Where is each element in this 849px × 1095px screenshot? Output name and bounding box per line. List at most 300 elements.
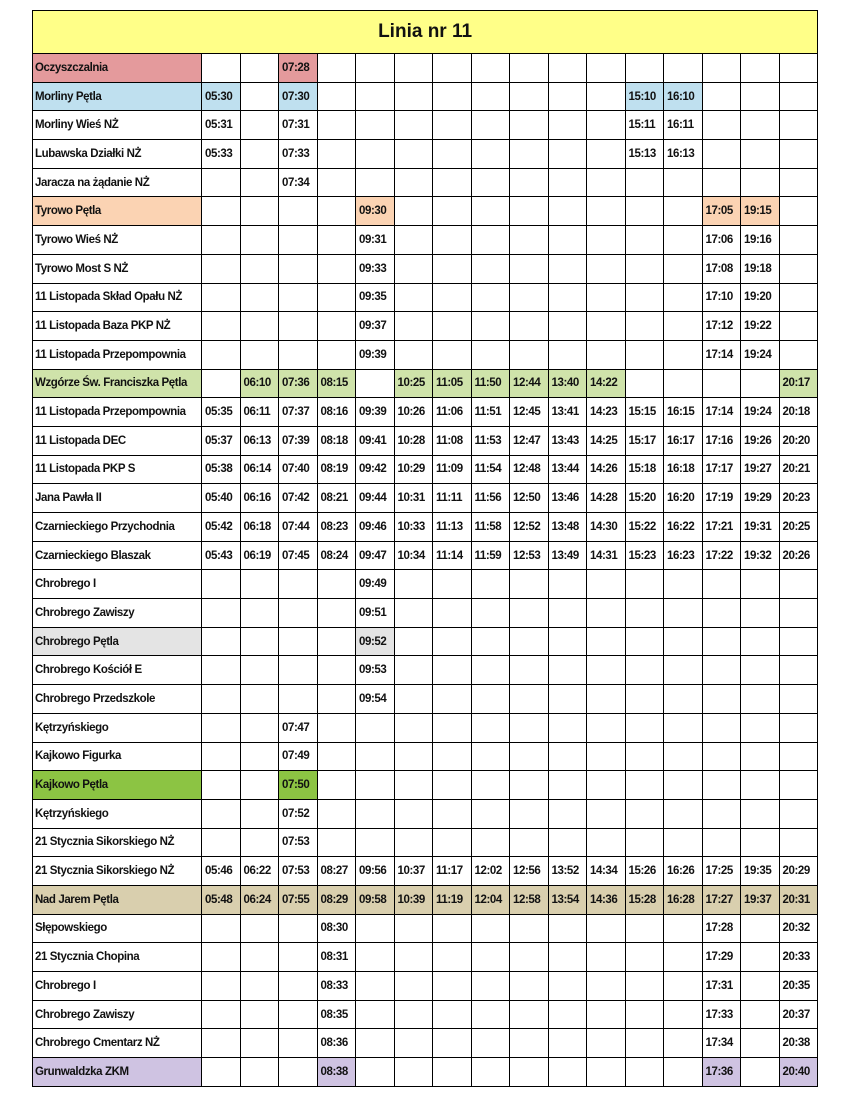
departure-time: 19:32 — [741, 541, 780, 570]
stop-name: 11 Listopada Przepompownia — [33, 340, 202, 369]
departure-time — [625, 312, 664, 341]
departure-time: 06:19 — [240, 541, 279, 570]
departure-time: 09:33 — [356, 254, 395, 283]
departure-time: 16:23 — [664, 541, 703, 570]
departure-time: 08:24 — [317, 541, 356, 570]
departure-time — [202, 369, 241, 398]
stop-name: 11 Listopada Przepompownia — [33, 398, 202, 427]
departure-time — [702, 168, 741, 197]
departure-time: 10:28 — [394, 426, 433, 455]
departure-time — [741, 713, 780, 742]
departure-time: 12:48 — [510, 455, 549, 484]
departure-time — [433, 1000, 472, 1029]
departure-time — [548, 82, 587, 111]
departure-time: 11:17 — [433, 857, 472, 886]
departure-time — [702, 656, 741, 685]
departure-time — [664, 627, 703, 656]
departure-time: 17:12 — [702, 312, 741, 341]
departure-time — [240, 340, 279, 369]
departure-time — [433, 742, 472, 771]
departure-time: 12:50 — [510, 484, 549, 513]
departure-time: 09:41 — [356, 426, 395, 455]
departure-time — [548, 599, 587, 628]
departure-time — [741, 685, 780, 714]
departure-time: 13:43 — [548, 426, 587, 455]
timetable — [32, 10, 818, 1087]
table-row — [33, 599, 818, 628]
departure-time — [240, 254, 279, 283]
departure-time — [317, 82, 356, 111]
departure-time — [702, 685, 741, 714]
departure-time — [433, 627, 472, 656]
departure-time — [471, 742, 510, 771]
departure-time: 08:16 — [317, 398, 356, 427]
departure-time — [779, 226, 818, 255]
departure-time — [741, 82, 780, 111]
table-row — [33, 1058, 818, 1087]
departure-time — [741, 799, 780, 828]
stop-name: Jana Pawła II — [33, 484, 202, 513]
departure-time: 07:55 — [279, 885, 318, 914]
departure-time — [317, 254, 356, 283]
departure-time — [587, 111, 626, 140]
departure-time — [433, 972, 472, 1001]
departure-time: 07:47 — [279, 713, 318, 742]
departure-time — [587, 627, 626, 656]
departure-time — [510, 599, 549, 628]
departure-time: 10:31 — [394, 484, 433, 513]
departure-time — [356, 828, 395, 857]
departure-time — [779, 656, 818, 685]
departure-time — [279, 570, 318, 599]
departure-time: 08:19 — [317, 455, 356, 484]
table-row — [33, 857, 818, 886]
departure-time — [394, 570, 433, 599]
departure-time: 08:30 — [317, 914, 356, 943]
stop-name: 21 Stycznia Sikorskiego NŻ — [33, 857, 202, 886]
departure-time: 20:37 — [779, 1000, 818, 1029]
departure-time — [202, 254, 241, 283]
departure-time — [548, 972, 587, 1001]
departure-time: 10:29 — [394, 455, 433, 484]
departure-time — [279, 685, 318, 714]
departure-time: 19:15 — [741, 197, 780, 226]
departure-time: 12:04 — [471, 885, 510, 914]
departure-time: 19:37 — [741, 885, 780, 914]
departure-time: 07:42 — [279, 484, 318, 513]
table-row — [33, 312, 818, 341]
departure-time — [741, 1029, 780, 1058]
departure-time — [240, 168, 279, 197]
departure-time — [548, 1000, 587, 1029]
departure-time — [510, 340, 549, 369]
departure-time — [433, 226, 472, 255]
departure-time — [394, 1000, 433, 1029]
departure-time: 06:16 — [240, 484, 279, 513]
departure-time — [356, 54, 395, 83]
departure-time: 06:22 — [240, 857, 279, 886]
departure-time — [741, 369, 780, 398]
departure-time — [510, 54, 549, 83]
departure-time — [202, 168, 241, 197]
departure-time — [202, 1058, 241, 1087]
departure-time — [625, 656, 664, 685]
departure-time — [510, 771, 549, 800]
departure-time — [702, 627, 741, 656]
departure-time: 05:43 — [202, 541, 241, 570]
departure-time: 11:53 — [471, 426, 510, 455]
departure-time: 10:39 — [394, 885, 433, 914]
departure-time — [587, 771, 626, 800]
departure-time — [702, 799, 741, 828]
departure-time — [202, 1000, 241, 1029]
departure-time: 13:41 — [548, 398, 587, 427]
departure-time: 12:56 — [510, 857, 549, 886]
departure-time: 17:36 — [702, 1058, 741, 1087]
departure-time: 20:38 — [779, 1029, 818, 1058]
table-row — [33, 226, 818, 255]
stop-name: Tyrowo Wieś NŻ — [33, 226, 202, 255]
departure-time — [510, 742, 549, 771]
departure-time — [664, 1000, 703, 1029]
departure-time — [664, 312, 703, 341]
departure-time: 07:37 — [279, 398, 318, 427]
departure-time: 20:17 — [779, 369, 818, 398]
departure-time: 12:52 — [510, 513, 549, 542]
departure-time — [356, 771, 395, 800]
departure-time: 15:23 — [625, 541, 664, 570]
departure-time — [202, 283, 241, 312]
departure-time — [548, 140, 587, 169]
departure-time — [779, 828, 818, 857]
departure-time: 13:40 — [548, 369, 587, 398]
departure-time — [779, 340, 818, 369]
departure-time: 05:38 — [202, 455, 241, 484]
departure-time — [240, 226, 279, 255]
departure-time — [394, 627, 433, 656]
departure-time: 20:29 — [779, 857, 818, 886]
departure-time — [548, 1029, 587, 1058]
departure-time — [664, 799, 703, 828]
departure-time — [433, 685, 472, 714]
departure-time — [433, 943, 472, 972]
departure-time: 06:24 — [240, 885, 279, 914]
departure-time: 07:45 — [279, 541, 318, 570]
departure-time — [471, 914, 510, 943]
departure-time: 05:40 — [202, 484, 241, 513]
departure-time — [741, 1000, 780, 1029]
departure-time — [779, 599, 818, 628]
departure-time — [625, 771, 664, 800]
departure-time — [587, 685, 626, 714]
departure-time — [394, 799, 433, 828]
departure-time — [664, 570, 703, 599]
departure-time — [240, 1029, 279, 1058]
departure-time — [779, 742, 818, 771]
departure-time — [433, 914, 472, 943]
departure-time: 14:34 — [587, 857, 626, 886]
stop-name: Chrobrego Zawiszy — [33, 1000, 202, 1029]
departure-time — [240, 197, 279, 226]
departure-time — [779, 54, 818, 83]
stop-name: Morliny Pętla — [33, 82, 202, 111]
departure-time — [240, 713, 279, 742]
departure-time — [394, 283, 433, 312]
departure-time — [317, 570, 356, 599]
timetable-title: Linia nr 11 — [33, 11, 818, 54]
departure-time: 19:26 — [741, 426, 780, 455]
departure-time: 08:21 — [317, 484, 356, 513]
departure-time — [702, 828, 741, 857]
departure-time — [471, 828, 510, 857]
stop-name: Wzgórze Św. Franciszka Pętla — [33, 369, 202, 398]
departure-time: 20:31 — [779, 885, 818, 914]
stop-name: Oczyszczalnia — [33, 54, 202, 83]
departure-time — [202, 799, 241, 828]
departure-time — [471, 656, 510, 685]
departure-time — [240, 914, 279, 943]
departure-time: 05:48 — [202, 885, 241, 914]
table-row — [33, 369, 818, 398]
departure-time — [702, 599, 741, 628]
departure-time — [240, 82, 279, 111]
departure-time — [356, 140, 395, 169]
table-row — [33, 541, 818, 570]
departure-time: 09:53 — [356, 656, 395, 685]
stop-name: 11 Listopada Baza PKP NŻ — [33, 312, 202, 341]
stop-name: Kętrzyńskiego — [33, 713, 202, 742]
departure-time: 05:31 — [202, 111, 241, 140]
departure-time — [317, 599, 356, 628]
departure-time — [356, 1029, 395, 1058]
departure-time: 05:33 — [202, 140, 241, 169]
departure-time: 20:20 — [779, 426, 818, 455]
departure-time — [279, 599, 318, 628]
departure-time: 09:54 — [356, 685, 395, 714]
departure-time — [510, 111, 549, 140]
departure-time: 10:34 — [394, 541, 433, 570]
departure-time — [587, 197, 626, 226]
departure-time — [279, 627, 318, 656]
departure-time — [779, 168, 818, 197]
departure-time: 11:59 — [471, 541, 510, 570]
departure-time — [625, 570, 664, 599]
departure-time — [548, 713, 587, 742]
table-row — [33, 455, 818, 484]
departure-time — [317, 168, 356, 197]
departure-time — [664, 168, 703, 197]
departure-time: 09:39 — [356, 340, 395, 369]
departure-time — [664, 742, 703, 771]
departure-time — [279, 1000, 318, 1029]
departure-time — [702, 713, 741, 742]
departure-time — [625, 340, 664, 369]
stop-name: Chrobrego Przedszkole — [33, 685, 202, 714]
departure-time — [202, 828, 241, 857]
departure-time — [240, 627, 279, 656]
departure-time — [394, 771, 433, 800]
departure-time — [279, 656, 318, 685]
departure-time: 14:26 — [587, 455, 626, 484]
departure-time — [317, 713, 356, 742]
departure-time — [664, 54, 703, 83]
departure-time — [779, 197, 818, 226]
departure-time — [548, 54, 587, 83]
departure-time: 06:18 — [240, 513, 279, 542]
departure-time: 19:27 — [741, 455, 780, 484]
departure-time — [587, 312, 626, 341]
departure-time — [510, 656, 549, 685]
departure-time — [433, 828, 472, 857]
departure-time — [702, 570, 741, 599]
departure-time — [702, 111, 741, 140]
departure-time — [202, 1029, 241, 1058]
departure-time — [279, 312, 318, 341]
departure-time: 17:29 — [702, 943, 741, 972]
departure-time — [741, 111, 780, 140]
departure-time — [548, 111, 587, 140]
departure-time: 09:35 — [356, 283, 395, 312]
departure-time — [394, 1058, 433, 1087]
departure-time — [433, 254, 472, 283]
departure-time — [741, 742, 780, 771]
departure-time — [548, 828, 587, 857]
departure-time: 08:18 — [317, 426, 356, 455]
departure-time — [356, 799, 395, 828]
departure-time — [240, 54, 279, 83]
departure-time: 08:29 — [317, 885, 356, 914]
departure-time — [240, 283, 279, 312]
table-row — [33, 742, 818, 771]
departure-time: 08:36 — [317, 1029, 356, 1058]
departure-time — [394, 685, 433, 714]
departure-time — [587, 82, 626, 111]
departure-time — [433, 111, 472, 140]
departure-time — [433, 140, 472, 169]
departure-time — [510, 914, 549, 943]
departure-time: 19:22 — [741, 312, 780, 341]
departure-time — [625, 943, 664, 972]
departure-time — [510, 828, 549, 857]
departure-time — [741, 914, 780, 943]
title-row — [33, 11, 818, 54]
departure-time — [779, 713, 818, 742]
departure-time — [317, 283, 356, 312]
departure-time — [394, 828, 433, 857]
departure-time: 16:11 — [664, 111, 703, 140]
departure-time — [741, 1058, 780, 1087]
departure-time — [587, 254, 626, 283]
departure-time — [548, 627, 587, 656]
departure-time: 20:21 — [779, 455, 818, 484]
departure-time — [664, 656, 703, 685]
departure-time — [510, 197, 549, 226]
departure-time: 19:35 — [741, 857, 780, 886]
departure-time: 11:05 — [433, 369, 472, 398]
departure-time — [356, 1058, 395, 1087]
stop-name: Chrobrego Pętla — [33, 627, 202, 656]
departure-time: 07:53 — [279, 857, 318, 886]
departure-time: 15:17 — [625, 426, 664, 455]
departure-time: 08:38 — [317, 1058, 356, 1087]
departure-time — [548, 283, 587, 312]
departure-time: 07:49 — [279, 742, 318, 771]
departure-time — [433, 771, 472, 800]
departure-time: 12:58 — [510, 885, 549, 914]
departure-time: 17:17 — [702, 455, 741, 484]
departure-time: 16:26 — [664, 857, 703, 886]
departure-time: 15:13 — [625, 140, 664, 169]
departure-time — [471, 1029, 510, 1058]
departure-time — [202, 914, 241, 943]
departure-time — [548, 943, 587, 972]
departure-time: 11:19 — [433, 885, 472, 914]
departure-time — [741, 828, 780, 857]
departure-time — [779, 111, 818, 140]
departure-time — [510, 82, 549, 111]
table-row — [33, 426, 818, 455]
departure-time — [510, 713, 549, 742]
departure-time — [625, 685, 664, 714]
departure-time: 11:50 — [471, 369, 510, 398]
departure-time — [510, 799, 549, 828]
table-row — [33, 484, 818, 513]
table-row — [33, 168, 818, 197]
departure-time: 17:33 — [702, 1000, 741, 1029]
departure-time — [741, 656, 780, 685]
departure-time — [240, 570, 279, 599]
departure-time — [394, 140, 433, 169]
departure-time — [510, 1000, 549, 1029]
departure-time: 12:53 — [510, 541, 549, 570]
departure-time: 19:31 — [741, 513, 780, 542]
departure-time — [433, 713, 472, 742]
departure-time: 11:56 — [471, 484, 510, 513]
departure-time — [433, 54, 472, 83]
departure-time — [625, 914, 664, 943]
departure-time — [510, 943, 549, 972]
departure-time: 17:14 — [702, 398, 741, 427]
departure-time: 15:26 — [625, 857, 664, 886]
departure-time — [240, 1058, 279, 1087]
departure-time — [202, 972, 241, 1001]
departure-time — [394, 1029, 433, 1058]
stop-name: Czarnieckiego Blaszak — [33, 541, 202, 570]
departure-time: 06:14 — [240, 455, 279, 484]
departure-time — [317, 54, 356, 83]
departure-time — [202, 943, 241, 972]
departure-time — [779, 799, 818, 828]
departure-time — [779, 254, 818, 283]
departure-time: 15:22 — [625, 513, 664, 542]
departure-time — [202, 599, 241, 628]
departure-time — [240, 771, 279, 800]
departure-time — [356, 369, 395, 398]
departure-time — [240, 685, 279, 714]
departure-time — [279, 1058, 318, 1087]
departure-time: 17:34 — [702, 1029, 741, 1058]
departure-time: 09:52 — [356, 627, 395, 656]
departure-time — [240, 599, 279, 628]
departure-time — [548, 340, 587, 369]
departure-time: 08:27 — [317, 857, 356, 886]
departure-time: 09:31 — [356, 226, 395, 255]
departure-time — [548, 656, 587, 685]
departure-time: 07:44 — [279, 513, 318, 542]
departure-time — [702, 369, 741, 398]
departure-time — [779, 312, 818, 341]
departure-time: 10:25 — [394, 369, 433, 398]
